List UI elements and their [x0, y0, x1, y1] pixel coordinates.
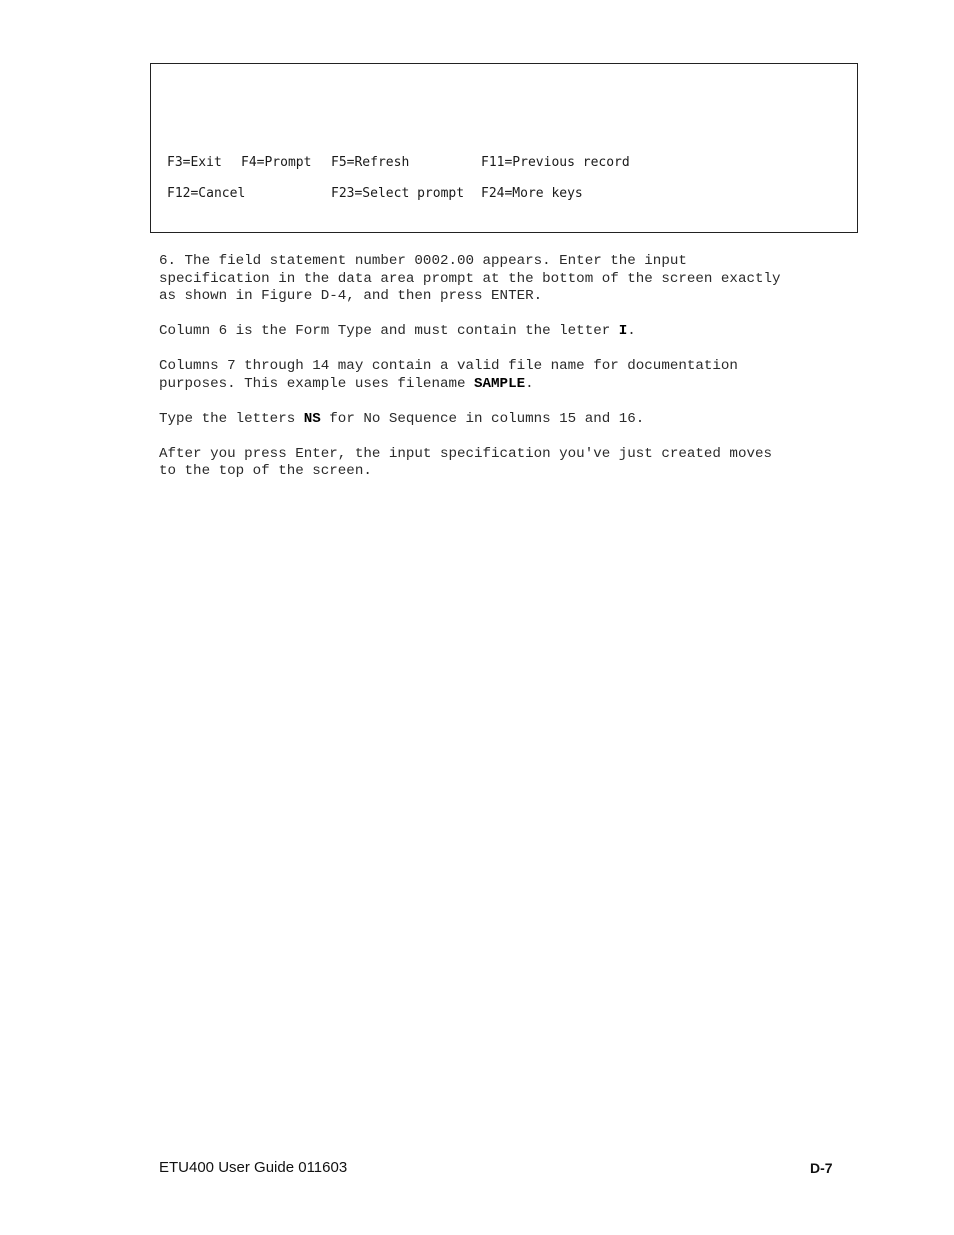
f3-exit-key: F3=Exit	[167, 155, 222, 170]
column-6-period: .	[627, 323, 636, 340]
f12-cancel-key: F12=Cancel	[167, 186, 246, 201]
instruction-text	[159, 253, 859, 498]
f4-prompt-key: F4=Prompt	[241, 155, 312, 170]
f24-more-keys-key: F24=More keys	[481, 186, 583, 201]
letters-ns: NS	[303, 410, 321, 427]
footer-guide-title: ETU400 User Guide 011603	[159, 1159, 348, 1176]
column-6-text: Column 6 is the Form Type and must contain the letter	[159, 323, 619, 340]
columns-7-14-text: Columns 7 through 14 may contain a valid file name for documentation purposes. This example uses filename	[159, 358, 738, 392]
step-6-paragraph: 6. The field statement number 0002.00 appears. Enter the input specification in the data area prompt at the bottom of the screen exactly as shown in Figure D-4, and then press ENTER.	[159, 253, 781, 305]
ns-text-before: Type the letters	[159, 410, 304, 427]
after-enter-paragraph: After you press Enter, the input specification you've just created moves to the top of the screen.	[159, 445, 772, 480]
columns-7-14-period: .	[525, 375, 534, 392]
ns-text-after: for No Sequence in columns 15 and 16.	[320, 410, 645, 427]
f23-select-prompt-key: F23=Select prompt	[331, 186, 465, 201]
ns-paragraph	[159, 411, 859, 429]
f5-refresh-key: F5=Refresh	[331, 155, 410, 170]
columns-7-14-paragraph	[159, 358, 859, 393]
column-6-paragraph	[159, 323, 859, 341]
footer-page-number: D-7	[810, 1160, 833, 1176]
filename-sample: SAMPLE	[474, 375, 526, 392]
f11-previous-record-key: F11=Previous record	[481, 155, 630, 170]
terminal-screen-box	[150, 63, 858, 233]
letter-i: I	[618, 323, 628, 340]
